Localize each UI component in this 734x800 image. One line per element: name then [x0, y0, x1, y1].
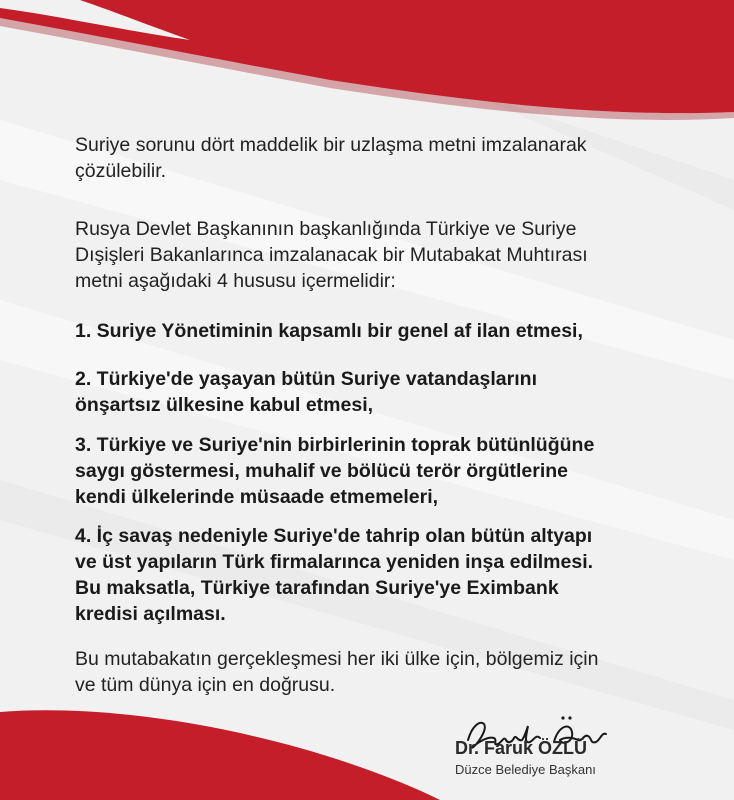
context-line: Rusya Devlet Başkanının başkanlığında Türkiye ve Suriye — [75, 218, 577, 240]
item-line: saygı göstermesi, muhalif ve bölücü terör örgütlerine — [75, 460, 569, 482]
item-line: 2. Türkiye'de yaşayan bütün Suriye vatandaşlarını — [75, 368, 537, 390]
closing-paragraph — [75, 646, 675, 698]
item-2 — [75, 366, 675, 418]
item-line: kendi ülkelerinde müsaade etmemeleri, — [75, 486, 439, 508]
context-line: Dışişleri Bakanlarınca imzalanacak bir Mutabakat Muhtırası — [75, 244, 588, 266]
intro-line: çözülebilir. — [75, 160, 167, 182]
item-line: 4. İç savaş nedeniyle Suriye'de tahrip olan bütün altyapı — [75, 525, 593, 547]
item-3 — [75, 432, 675, 510]
item-line: 3. Türkiye ve Suriye'nin birbirlerinin toprak bütünlüğüne — [75, 434, 595, 456]
bottom-red-wave — [0, 710, 440, 800]
item-4 — [75, 523, 675, 627]
context-line: metni aşağıdaki 4 hususu içermelidir: — [75, 270, 396, 292]
signatory-name: Dr. Faruk ÖZLÜ — [455, 738, 588, 758]
context-paragraph — [75, 216, 675, 294]
intro-line: Suriye sorunu dört maddelik bir uzlaşma metni imzalanarak — [75, 134, 587, 156]
item-line: önşartsız ülkesine kabul etmesi, — [75, 394, 374, 416]
item-line: 1. Suriye Yönetiminin kapsamlı bir genel af ilan etmesi, — [75, 320, 583, 342]
intro-paragraph — [75, 132, 675, 184]
closing-line: Bu mutabakatın gerçekleşmesi her iki ülke için, bölgemiz için — [75, 648, 599, 670]
item-1 — [75, 318, 675, 344]
item-line: kredisi açılması. — [75, 603, 226, 625]
item-line: Bu maksatla, Türkiye tarafından Suriye'ye Eximbank — [75, 577, 559, 599]
closing-line: ve tüm dünya için en doğrusu. — [75, 674, 336, 696]
item-line: ve üst yapıların Türk firmalarınca yeniden inşa edilmesi. — [75, 551, 594, 573]
signatory-title: Düzce Belediye Başkanı — [455, 762, 596, 777]
